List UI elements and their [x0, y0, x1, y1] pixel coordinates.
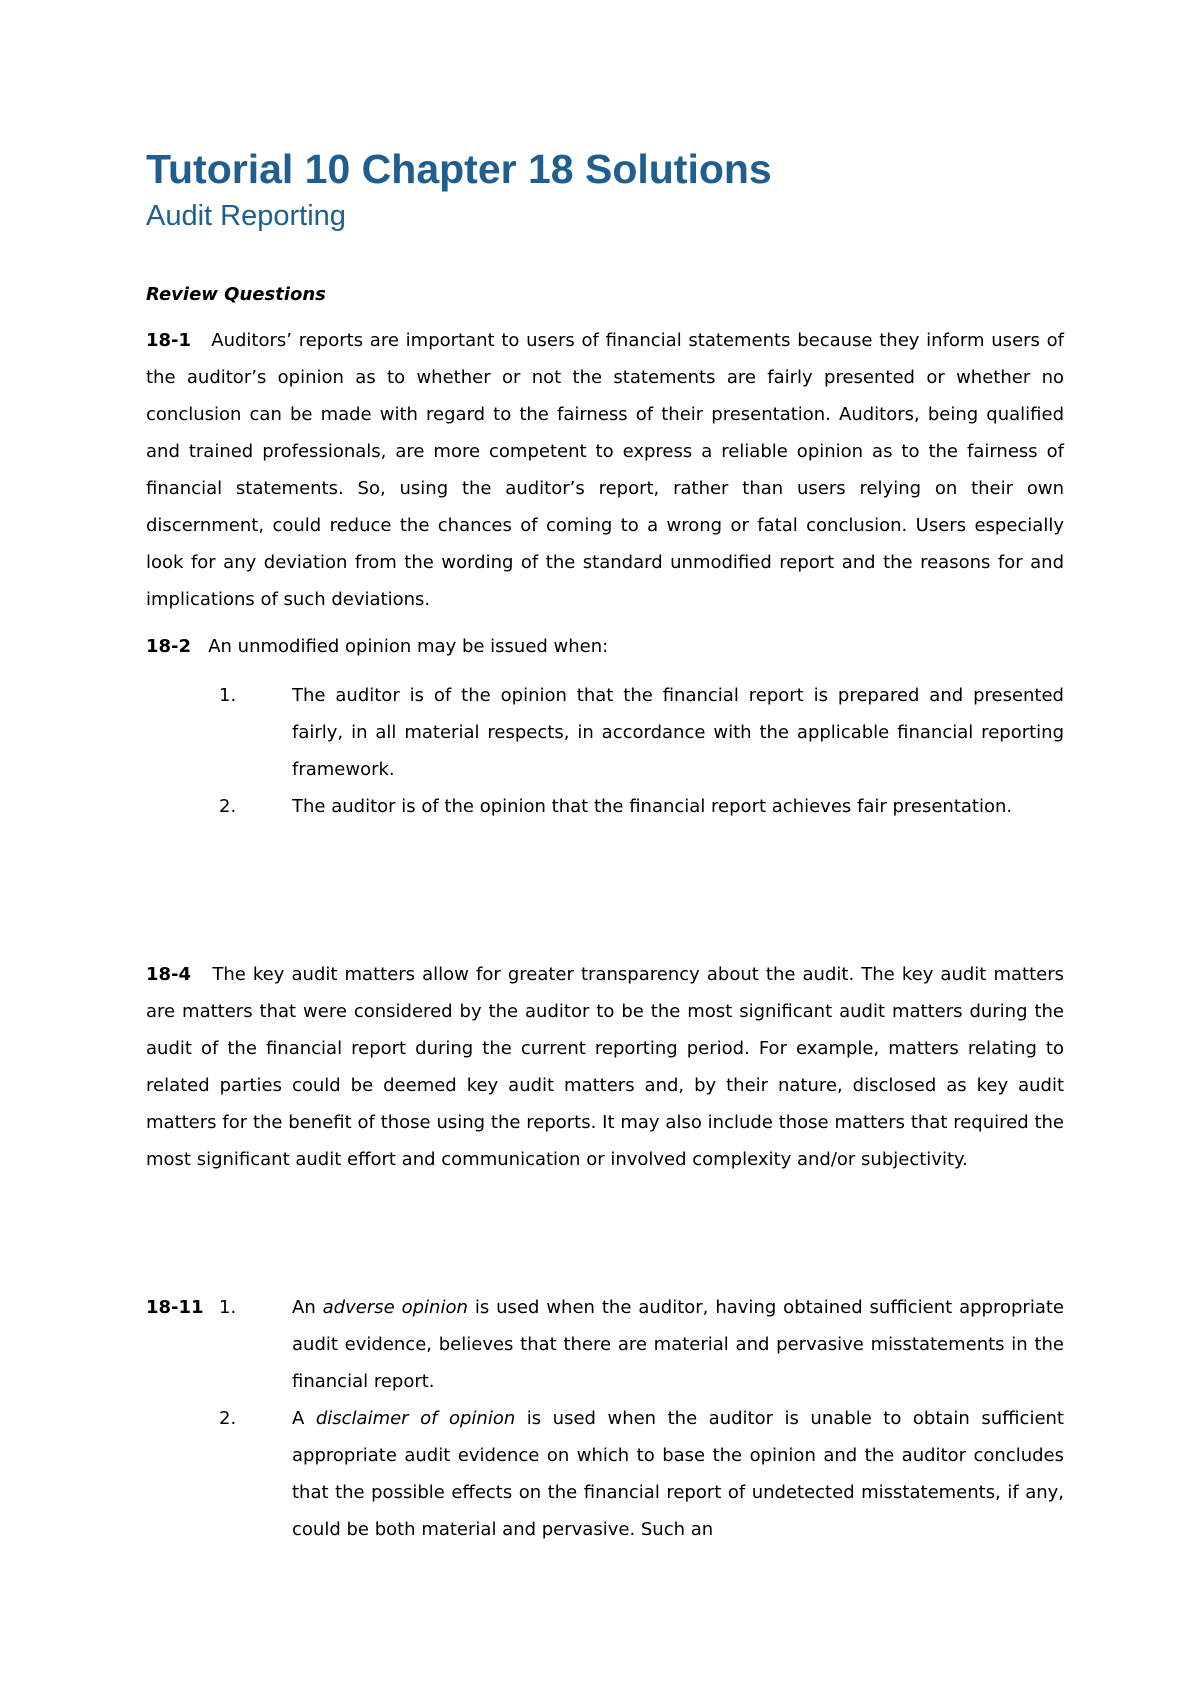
text-fragment: is used when the auditor is unable to obtain sufficient appropriate audit evidence on which to base the opinion and the auditor concludes that the possible effects on the financial report of undetected misstatements, if any, could be both material and pervasive. Such an	[292, 1408, 1064, 1540]
list-item-text	[292, 1289, 1064, 1400]
list-item-number: 2.	[219, 1408, 237, 1429]
question-18-2-intro	[146, 628, 1064, 665]
list-item-lead	[146, 1400, 292, 1548]
text-fragment: is used when the auditor, having obtained sufficient appropriate audit evidence, believes that there are material and pervasive misstatements in the financial report.	[292, 1297, 1064, 1392]
question-18-2	[146, 628, 1064, 825]
list-item-text	[292, 1400, 1064, 1548]
spacer	[146, 1400, 219, 1548]
question-18-1-paragraph	[146, 322, 1064, 618]
question-number: 18-1	[146, 330, 192, 351]
emphasized-term: adverse opinion	[322, 1297, 468, 1318]
text-fragment: An	[292, 1297, 323, 1318]
emphasized-term: disclaimer of opinion	[315, 1408, 516, 1429]
question-18-4	[146, 956, 1064, 1178]
question-number: 18-11	[146, 1297, 204, 1318]
numbered-list	[146, 677, 1064, 825]
question-18-4-paragraph	[146, 956, 1064, 1178]
question-18-1	[146, 322, 1064, 618]
list-item-text: The auditor is of the opinion that the financial report is prepared and presented fairly, in all material respects, in accordance with the applicable financial reporting framework.	[292, 685, 1064, 780]
list-item	[146, 677, 1064, 788]
list-item	[146, 788, 1064, 825]
text-fragment: A	[292, 1408, 316, 1429]
list-item-number: 1.	[219, 1297, 237, 1318]
question-18-11	[146, 1289, 1064, 1548]
page-title: Tutorial 10 Chapter 18 Solutions	[146, 146, 772, 192]
list-item-number: 2.	[219, 796, 237, 817]
list-item	[146, 1400, 1064, 1548]
page-subtitle: Audit Reporting	[146, 200, 346, 232]
list-item-number: 1.	[219, 685, 237, 706]
section-heading: Review Questions	[146, 284, 326, 305]
list-item	[146, 1289, 1064, 1400]
answer-text: Auditors’ reports are important to users of financial statements because they inform users of the auditor’s opinion as to whether or not the statements are fairly presented or whether no conclusion can be made with regard to the fairness of their presentation. Auditors, being qualified and trained professionals, are more competent to express a reliable opinion as to the fairness of financial statements. So, using the auditor’s report, rather than users relying on their own discernment, could reduce the chances of coming to a wrong or fatal conclusion. Users especially look for any deviation from the wording of the standard unmodified report and the reasons for and implications of such deviations.	[146, 330, 1065, 610]
question-number: 18-2	[146, 636, 192, 657]
question-number: 18-4	[146, 964, 192, 985]
list-item-lead	[146, 1289, 292, 1400]
document-page	[146, 0, 1064, 1698]
list-item-text: The auditor is of the opinion that the financial report achieves fair presentation.	[292, 796, 1013, 817]
answer-intro: An unmodified opinion may be issued when:	[208, 636, 609, 657]
answer-text: The key audit matters allow for greater transparency about the audit. The key audit matters are matters that were considered by the auditor to be the most significant audit matters during the audit of the financial report during the current reporting period. For example, matters relating to related parties could be deemed key audit matters and, by their nature, disclosed as key audit matters for the benefit of those using the reports. It may also include those matters that required the most significant audit effort and communication or involved complexity and/or subjectivity.	[146, 964, 1064, 1170]
